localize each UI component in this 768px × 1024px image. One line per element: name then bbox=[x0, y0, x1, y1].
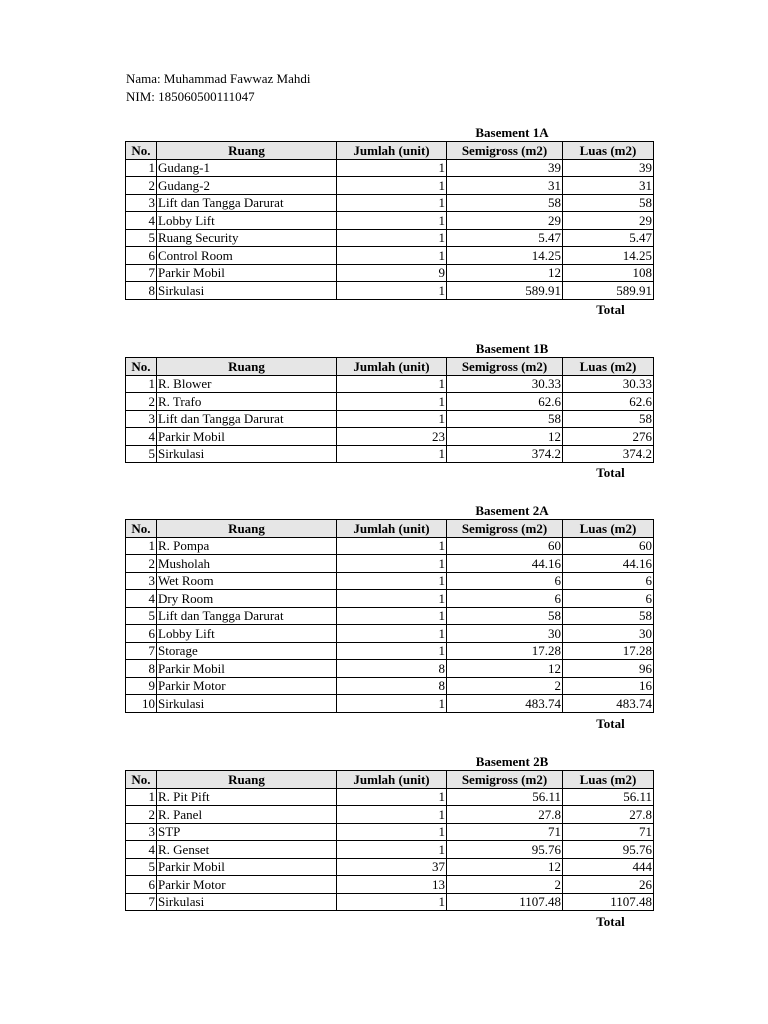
table-row bbox=[126, 788, 654, 806]
cell-luas: 62.6 bbox=[563, 393, 654, 411]
table-row bbox=[126, 410, 654, 428]
cell-semigross: 2 bbox=[447, 677, 563, 695]
cell-jumlah: 9 bbox=[337, 264, 447, 282]
cell-semigross: 17.28 bbox=[447, 642, 563, 660]
cell-jumlah: 1 bbox=[337, 695, 447, 713]
cell-ruang: Ruang Security bbox=[157, 229, 337, 247]
cell-ruang: Parkir Mobil bbox=[157, 858, 337, 876]
table-row bbox=[126, 282, 654, 300]
cell-no: 1 bbox=[126, 159, 157, 177]
cell-no: 5 bbox=[126, 858, 157, 876]
table-header-row bbox=[126, 520, 654, 538]
col-header-luas: Luas (m2) bbox=[563, 520, 654, 538]
table-row bbox=[126, 677, 654, 695]
table-row bbox=[126, 428, 654, 446]
cell-jumlah: 1 bbox=[337, 445, 447, 463]
cell-no: 3 bbox=[126, 823, 157, 841]
cell-luas: 374.2 bbox=[563, 445, 654, 463]
cell-ruang: R. Trafo bbox=[157, 393, 337, 411]
table-row bbox=[126, 572, 654, 590]
cell-jumlah: 1 bbox=[337, 247, 447, 265]
cell-ruang: Lift dan Tangga Darurat bbox=[157, 410, 337, 428]
table-row bbox=[126, 177, 654, 195]
cell-luas: 16 bbox=[563, 677, 654, 695]
cell-luas: 39 bbox=[563, 159, 654, 177]
cell-luas: 6 bbox=[563, 590, 654, 608]
cell-ruang: Parkir Motor bbox=[157, 876, 337, 894]
col-header-ruang: Ruang bbox=[157, 771, 337, 789]
area-table bbox=[125, 519, 654, 713]
cell-semigross: 5.47 bbox=[447, 229, 563, 247]
cell-jumlah: 1 bbox=[337, 893, 447, 911]
cell-no: 2 bbox=[126, 555, 157, 573]
cell-ruang: Lobby Lift bbox=[157, 625, 337, 643]
cell-luas: 60 bbox=[563, 537, 654, 555]
cell-no: 4 bbox=[126, 841, 157, 859]
table-header-row bbox=[126, 771, 654, 789]
cell-semigross: 374.2 bbox=[447, 445, 563, 463]
cell-no: 8 bbox=[126, 660, 157, 678]
cell-no: 10 bbox=[126, 695, 157, 713]
col-header-semigross: Semigross (m2) bbox=[447, 142, 563, 160]
cell-luas: 17.28 bbox=[563, 642, 654, 660]
cell-ruang: Lift dan Tangga Darurat bbox=[157, 194, 337, 212]
cell-semigross: 58 bbox=[447, 607, 563, 625]
cell-no: 6 bbox=[126, 625, 157, 643]
section-title: Basement 2A bbox=[475, 503, 549, 518]
cell-ruang: R. Pit Pift bbox=[157, 788, 337, 806]
table-row bbox=[126, 876, 654, 894]
cell-no: 5 bbox=[126, 607, 157, 625]
table-header-row bbox=[126, 358, 654, 376]
cell-semigross: 58 bbox=[447, 194, 563, 212]
cell-no: 7 bbox=[126, 893, 157, 911]
cell-no: 1 bbox=[126, 375, 157, 393]
cell-jumlah: 1 bbox=[337, 282, 447, 300]
table-row bbox=[126, 660, 654, 678]
cell-ruang: Sirkulasi bbox=[157, 893, 337, 911]
cell-ruang: Dry Room bbox=[157, 590, 337, 608]
cell-luas: 5.47 bbox=[563, 229, 654, 247]
col-header-ruang: Ruang bbox=[157, 358, 337, 376]
table-row bbox=[126, 247, 654, 265]
cell-ruang: Wet Room bbox=[157, 572, 337, 590]
cell-ruang: Musholah bbox=[157, 555, 337, 573]
cell-no: 7 bbox=[126, 642, 157, 660]
table-row bbox=[126, 229, 654, 247]
cell-ruang: Sirkulasi bbox=[157, 445, 337, 463]
cell-no: 5 bbox=[126, 229, 157, 247]
cell-jumlah: 1 bbox=[337, 590, 447, 608]
cell-jumlah: 1 bbox=[337, 229, 447, 247]
cell-jumlah: 1 bbox=[337, 194, 447, 212]
table-row bbox=[126, 841, 654, 859]
cell-jumlah: 23 bbox=[337, 428, 447, 446]
cell-semigross: 44.16 bbox=[447, 555, 563, 573]
cell-semigross: 30.33 bbox=[447, 375, 563, 393]
area-table bbox=[125, 770, 654, 911]
cell-semigross: 31 bbox=[447, 177, 563, 195]
cell-ruang: Parkir Mobil bbox=[157, 660, 337, 678]
cell-ruang: Gudang-1 bbox=[157, 159, 337, 177]
col-header-ruang: Ruang bbox=[157, 520, 337, 538]
cell-no: 6 bbox=[126, 247, 157, 265]
cell-semigross: 39 bbox=[447, 159, 563, 177]
col-header-jumlah: Jumlah (unit) bbox=[337, 358, 447, 376]
cell-jumlah: 1 bbox=[337, 823, 447, 841]
area-table bbox=[125, 357, 654, 463]
table-header-row bbox=[126, 142, 654, 160]
cell-jumlah: 1 bbox=[337, 177, 447, 195]
table-row bbox=[126, 625, 654, 643]
table-row bbox=[126, 393, 654, 411]
cell-no: 4 bbox=[126, 428, 157, 446]
table-row bbox=[126, 695, 654, 713]
col-header-no: No. bbox=[126, 358, 157, 376]
cell-ruang: Gudang-2 bbox=[157, 177, 337, 195]
cell-luas: 56.11 bbox=[563, 788, 654, 806]
cell-no: 4 bbox=[126, 590, 157, 608]
cell-semigross: 60 bbox=[447, 537, 563, 555]
table-row bbox=[126, 590, 654, 608]
table-row bbox=[126, 823, 654, 841]
cell-jumlah: 8 bbox=[337, 677, 447, 695]
cell-ruang: Lobby Lift bbox=[157, 212, 337, 230]
cell-semigross: 1107.48 bbox=[447, 893, 563, 911]
section-title: Basement 2B bbox=[475, 754, 549, 769]
cell-jumlah: 13 bbox=[337, 876, 447, 894]
cell-luas: 483.74 bbox=[563, 695, 654, 713]
cell-semigross: 12 bbox=[447, 660, 563, 678]
col-header-no: No. bbox=[126, 142, 157, 160]
cell-jumlah: 1 bbox=[337, 607, 447, 625]
cell-luas: 108 bbox=[563, 264, 654, 282]
cell-ruang: R. Genset bbox=[157, 841, 337, 859]
cell-luas: 58 bbox=[563, 194, 654, 212]
cell-jumlah: 1 bbox=[337, 841, 447, 859]
col-header-luas: Luas (m2) bbox=[563, 358, 654, 376]
cell-ruang: Storage bbox=[157, 642, 337, 660]
cell-jumlah: 1 bbox=[337, 555, 447, 573]
student-nim: NIM: 185060500111047 bbox=[126, 89, 255, 104]
cell-semigross: 6 bbox=[447, 590, 563, 608]
cell-semigross: 56.11 bbox=[447, 788, 563, 806]
cell-semigross: 95.76 bbox=[447, 841, 563, 859]
table-row bbox=[126, 607, 654, 625]
cell-jumlah: 1 bbox=[337, 788, 447, 806]
cell-luas: 31 bbox=[563, 177, 654, 195]
cell-jumlah: 1 bbox=[337, 537, 447, 555]
cell-semigross: 12 bbox=[447, 428, 563, 446]
cell-luas: 276 bbox=[563, 428, 654, 446]
cell-no: 7 bbox=[126, 264, 157, 282]
cell-semigross: 12 bbox=[447, 858, 563, 876]
col-header-luas: Luas (m2) bbox=[563, 771, 654, 789]
cell-ruang: STP bbox=[157, 823, 337, 841]
cell-ruang: Parkir Mobil bbox=[157, 428, 337, 446]
col-header-jumlah: Jumlah (unit) bbox=[337, 520, 447, 538]
cell-no: 2 bbox=[126, 806, 157, 824]
cell-ruang: Parkir Motor bbox=[157, 677, 337, 695]
cell-no: 6 bbox=[126, 876, 157, 894]
student-info bbox=[126, 70, 310, 106]
cell-semigross: 27.8 bbox=[447, 806, 563, 824]
cell-luas: 26 bbox=[563, 876, 654, 894]
cell-jumlah: 1 bbox=[337, 572, 447, 590]
cell-semigross: 30 bbox=[447, 625, 563, 643]
cell-luas: 44.16 bbox=[563, 555, 654, 573]
col-header-semigross: Semigross (m2) bbox=[447, 520, 563, 538]
table-row bbox=[126, 806, 654, 824]
cell-jumlah: 8 bbox=[337, 660, 447, 678]
cell-luas: 29 bbox=[563, 212, 654, 230]
total-label: Total bbox=[596, 715, 625, 731]
cell-no: 1 bbox=[126, 537, 157, 555]
cell-semigross: 58 bbox=[447, 410, 563, 428]
cell-no: 8 bbox=[126, 282, 157, 300]
cell-semigross: 71 bbox=[447, 823, 563, 841]
cell-no: 1 bbox=[126, 788, 157, 806]
cell-luas: 14.25 bbox=[563, 247, 654, 265]
table-row bbox=[126, 555, 654, 573]
cell-semigross: 29 bbox=[447, 212, 563, 230]
cell-no: 3 bbox=[126, 194, 157, 212]
cell-jumlah: 1 bbox=[337, 212, 447, 230]
cell-no: 3 bbox=[126, 572, 157, 590]
cell-luas: 96 bbox=[563, 660, 654, 678]
table-row bbox=[126, 537, 654, 555]
table-row bbox=[126, 642, 654, 660]
col-header-no: No. bbox=[126, 771, 157, 789]
cell-no: 2 bbox=[126, 177, 157, 195]
table-row bbox=[126, 159, 654, 177]
total-label: Total bbox=[596, 302, 625, 318]
total-label: Total bbox=[596, 913, 625, 929]
cell-jumlah: 1 bbox=[337, 642, 447, 660]
cell-luas: 30.33 bbox=[563, 375, 654, 393]
area-table bbox=[125, 141, 654, 300]
cell-semigross: 12 bbox=[447, 264, 563, 282]
col-header-jumlah: Jumlah (unit) bbox=[337, 771, 447, 789]
cell-semigross: 589.91 bbox=[447, 282, 563, 300]
cell-luas: 58 bbox=[563, 410, 654, 428]
table-row bbox=[126, 858, 654, 876]
cell-no: 5 bbox=[126, 445, 157, 463]
table-row bbox=[126, 264, 654, 282]
cell-semigross: 14.25 bbox=[447, 247, 563, 265]
cell-no: 9 bbox=[126, 677, 157, 695]
cell-luas: 95.76 bbox=[563, 841, 654, 859]
col-header-semigross: Semigross (m2) bbox=[447, 358, 563, 376]
cell-semigross: 6 bbox=[447, 572, 563, 590]
cell-ruang: R. Pompa bbox=[157, 537, 337, 555]
col-header-ruang: Ruang bbox=[157, 142, 337, 160]
cell-ruang: Lift dan Tangga Darurat bbox=[157, 607, 337, 625]
table-row bbox=[126, 445, 654, 463]
total-label: Total bbox=[596, 465, 625, 481]
section-title: Basement 1A bbox=[475, 125, 549, 140]
cell-luas: 30 bbox=[563, 625, 654, 643]
cell-no: 2 bbox=[126, 393, 157, 411]
cell-ruang: Sirkulasi bbox=[157, 695, 337, 713]
table-row bbox=[126, 375, 654, 393]
cell-semigross: 2 bbox=[447, 876, 563, 894]
student-name: Nama: Muhammad Fawwaz Mahdi bbox=[126, 71, 311, 86]
table-row bbox=[126, 893, 654, 911]
cell-luas: 58 bbox=[563, 607, 654, 625]
cell-luas: 589.91 bbox=[563, 282, 654, 300]
table-row bbox=[126, 194, 654, 212]
cell-semigross: 483.74 bbox=[447, 695, 563, 713]
section-title: Basement 1B bbox=[475, 341, 549, 356]
cell-jumlah: 1 bbox=[337, 410, 447, 428]
cell-ruang: Sirkulasi bbox=[157, 282, 337, 300]
cell-jumlah: 1 bbox=[337, 159, 447, 177]
col-header-jumlah: Jumlah (unit) bbox=[337, 142, 447, 160]
cell-jumlah: 1 bbox=[337, 806, 447, 824]
col-header-no: No. bbox=[126, 520, 157, 538]
cell-luas: 71 bbox=[563, 823, 654, 841]
cell-no: 4 bbox=[126, 212, 157, 230]
col-header-luas: Luas (m2) bbox=[563, 142, 654, 160]
cell-no: 3 bbox=[126, 410, 157, 428]
cell-jumlah: 1 bbox=[337, 393, 447, 411]
cell-ruang: R. Blower bbox=[157, 375, 337, 393]
cell-jumlah: 37 bbox=[337, 858, 447, 876]
cell-luas: 27.8 bbox=[563, 806, 654, 824]
col-header-semigross: Semigross (m2) bbox=[447, 771, 563, 789]
cell-luas: 6 bbox=[563, 572, 654, 590]
cell-ruang: Parkir Mobil bbox=[157, 264, 337, 282]
cell-luas: 1107.48 bbox=[563, 893, 654, 911]
cell-ruang: R. Panel bbox=[157, 806, 337, 824]
cell-semigross: 62.6 bbox=[447, 393, 563, 411]
cell-jumlah: 1 bbox=[337, 375, 447, 393]
table-row bbox=[126, 212, 654, 230]
cell-jumlah: 1 bbox=[337, 625, 447, 643]
cell-luas: 444 bbox=[563, 858, 654, 876]
cell-ruang: Control Room bbox=[157, 247, 337, 265]
